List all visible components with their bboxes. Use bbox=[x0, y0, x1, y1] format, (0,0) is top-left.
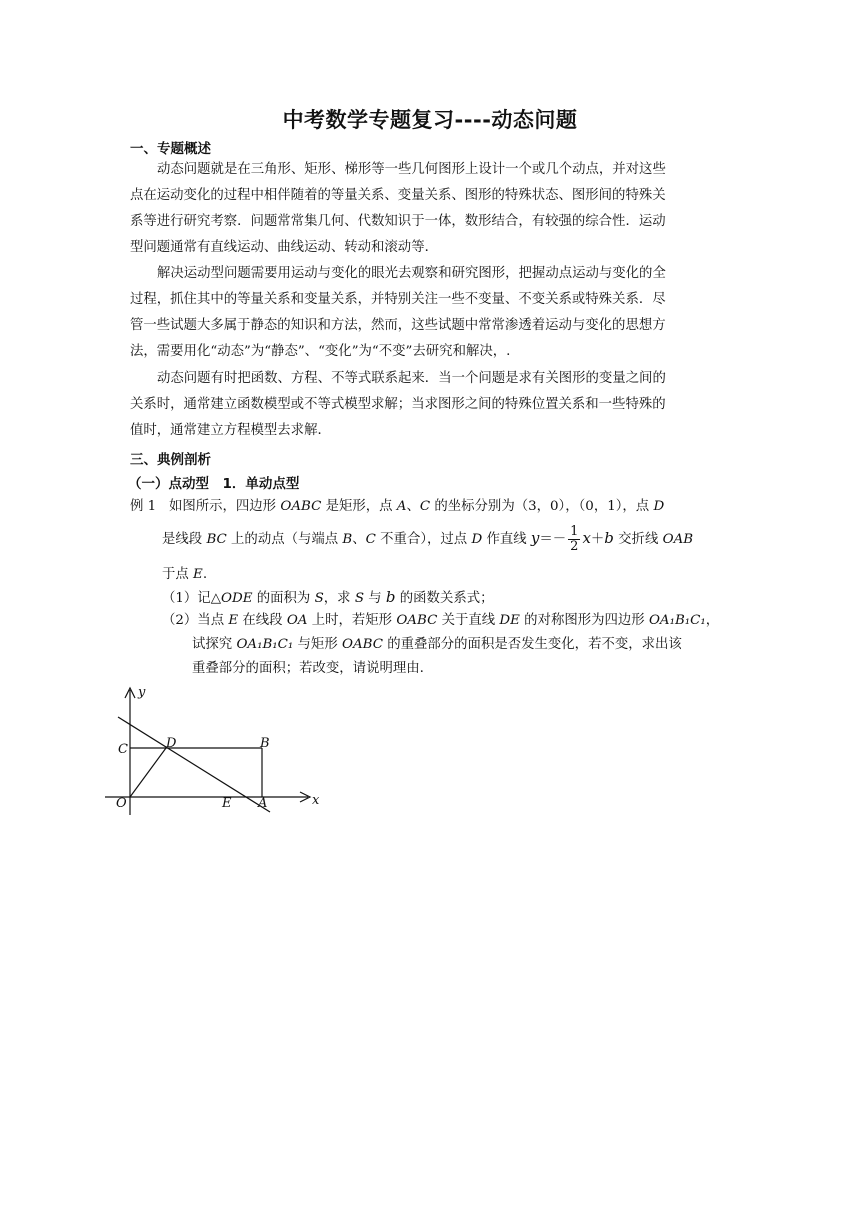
text: ， bbox=[705, 613, 720, 628]
paragraph-overview-2 bbox=[130, 261, 730, 365]
text: 的函数关系式； bbox=[395, 591, 494, 606]
math-var: OABC bbox=[280, 499, 322, 514]
text: 的重叠部分的面积是否发生变化，若不变，求出该 bbox=[382, 637, 682, 652]
math-operator: ＝－ bbox=[539, 532, 567, 547]
math-var: D bbox=[471, 532, 483, 547]
math-operator: ＋ bbox=[590, 532, 605, 547]
text: 、 bbox=[406, 499, 420, 514]
text: 交折线 bbox=[613, 532, 663, 547]
math-var: x bbox=[582, 529, 591, 547]
coordinate-figure bbox=[100, 680, 340, 820]
text: 如图所示，四边形 bbox=[168, 499, 281, 514]
section-heading-overview: 一、专题概述 bbox=[130, 141, 211, 157]
math-var: A bbox=[396, 499, 407, 514]
label-x: x bbox=[312, 793, 320, 808]
text: 试探究 bbox=[192, 637, 237, 652]
text: （2）当点 bbox=[162, 613, 229, 628]
text: . bbox=[202, 567, 208, 582]
fraction-denominator: 2 bbox=[570, 539, 579, 554]
text: 关于直线 bbox=[437, 613, 500, 628]
math-var: C bbox=[365, 532, 376, 547]
paragraph-line: 值时，通常建立方程模型去求解． bbox=[130, 423, 331, 438]
text: 重叠部分的面积；若改变，请说明理由. bbox=[192, 661, 424, 676]
text: 上时，若矩形 bbox=[307, 613, 397, 628]
question-2 bbox=[162, 608, 719, 634]
math-var: DE bbox=[499, 613, 520, 628]
text: 于点 bbox=[162, 567, 194, 582]
math-var: E bbox=[193, 567, 203, 582]
paragraph-line: 关系时，通常建立函数模型或不等式模型求解；当求图形之间的特殊位置关系和一些特殊的 bbox=[130, 397, 666, 412]
math-var: ODE bbox=[221, 591, 253, 606]
paragraph-line: 过程，抓住其中的等量关系和变量关系，并特别关注一些不变量、不变关系或特殊关系．尽 bbox=[130, 292, 666, 307]
math-var: OA bbox=[286, 613, 308, 628]
math-var: OA₁B₁C₁ bbox=[236, 637, 294, 652]
subsection-heading: （一）点动型 1．单动点型 bbox=[128, 476, 300, 492]
text: 作直线 bbox=[482, 532, 531, 547]
question-2-line-3 bbox=[192, 656, 424, 682]
paragraph-line: 动态问题就是在三角形、矩形、梯形等一些几何图形上设计一个或几个动点，并对这些 bbox=[157, 162, 666, 177]
fraction-numerator: 1 bbox=[570, 524, 579, 539]
segment-OD bbox=[130, 748, 166, 797]
paragraph-line: 动态问题有时把函数、方程、不等式联系起来．当一个问题是求有关图形的变量之间的 bbox=[157, 371, 666, 386]
math-var: OABC bbox=[396, 613, 438, 628]
label-E: E bbox=[222, 796, 232, 811]
math-var: S bbox=[354, 591, 364, 606]
math-var: B bbox=[342, 532, 353, 547]
paragraph-line: 法，需要用化“动态”为“静态”、“变化”为“不变”去研究和解决，. bbox=[130, 344, 511, 359]
math-var: b bbox=[385, 588, 396, 606]
text: 的面积为 bbox=[252, 591, 315, 606]
text: 上的动点（与端点 bbox=[226, 532, 343, 547]
paragraph-line: 型问题通常有直线运动、曲线运动、转动和滚动等． bbox=[130, 240, 438, 255]
text: 的对称图形为四边形 bbox=[519, 613, 649, 628]
label-C: C bbox=[118, 742, 128, 757]
paragraph-line: 解决运动型问题需要用运动与变化的眼光去观察和研究图形，把握动点运动与变化的全 bbox=[157, 266, 666, 281]
paragraph-line: 系等进行研究考察．问题常常集几何、代数知识于一体，数形结合，有较强的综合性．运动 bbox=[130, 214, 666, 229]
line-DE bbox=[118, 717, 270, 812]
label-B: B bbox=[260, 736, 270, 751]
math-var: E bbox=[228, 613, 239, 628]
paragraph-line: 管一些试题大多属于静态的知识和方法，然而，这些试题中常常渗透着运动与变化的思想方 bbox=[130, 318, 666, 333]
example-line-1 bbox=[130, 494, 664, 520]
math-var: S bbox=[314, 591, 324, 606]
example-label: 例 1 bbox=[130, 499, 157, 514]
question-2-line-2 bbox=[192, 632, 682, 658]
math-var: OA₁B₁C₁ bbox=[648, 613, 706, 628]
label-D: D bbox=[166, 736, 177, 751]
text: ，求 bbox=[323, 591, 355, 606]
math-var: b bbox=[604, 529, 614, 547]
label-A: A bbox=[258, 796, 268, 811]
text: 是线段 bbox=[162, 532, 207, 547]
text: 与矩形 bbox=[293, 637, 342, 652]
section-heading-examples: 三、典例剖析 bbox=[130, 452, 211, 468]
math-var: OABC bbox=[341, 637, 383, 652]
text: 的坐标分别为（3，0），（0，1），点 bbox=[430, 499, 654, 514]
paragraph-overview-3 bbox=[130, 366, 730, 444]
label-O: O bbox=[116, 796, 127, 811]
math-var: y bbox=[530, 529, 540, 547]
math-var: OAB bbox=[662, 532, 694, 547]
math-var: BC bbox=[206, 532, 227, 547]
text: 不重合），过点 bbox=[375, 532, 472, 547]
math-var: D bbox=[653, 499, 665, 514]
example-line-2 bbox=[162, 525, 693, 554]
paragraph-line: 点在运动变化的过程中相伴随着的等量关系、变量关系、图形的特殊状态、图形间的特殊关 bbox=[130, 188, 666, 203]
page-title: 中考数学专题复习----动态问题 bbox=[282, 108, 578, 132]
label-y: y bbox=[138, 685, 146, 700]
math-var: C bbox=[419, 499, 431, 514]
text: 与 bbox=[364, 591, 386, 606]
text: 、 bbox=[352, 532, 366, 547]
text: （1）记△ bbox=[162, 591, 221, 606]
text: 是矩形，点 bbox=[321, 499, 397, 514]
text: 在线段 bbox=[238, 613, 287, 628]
paragraph-overview-1 bbox=[130, 157, 730, 261]
fraction bbox=[568, 525, 580, 554]
